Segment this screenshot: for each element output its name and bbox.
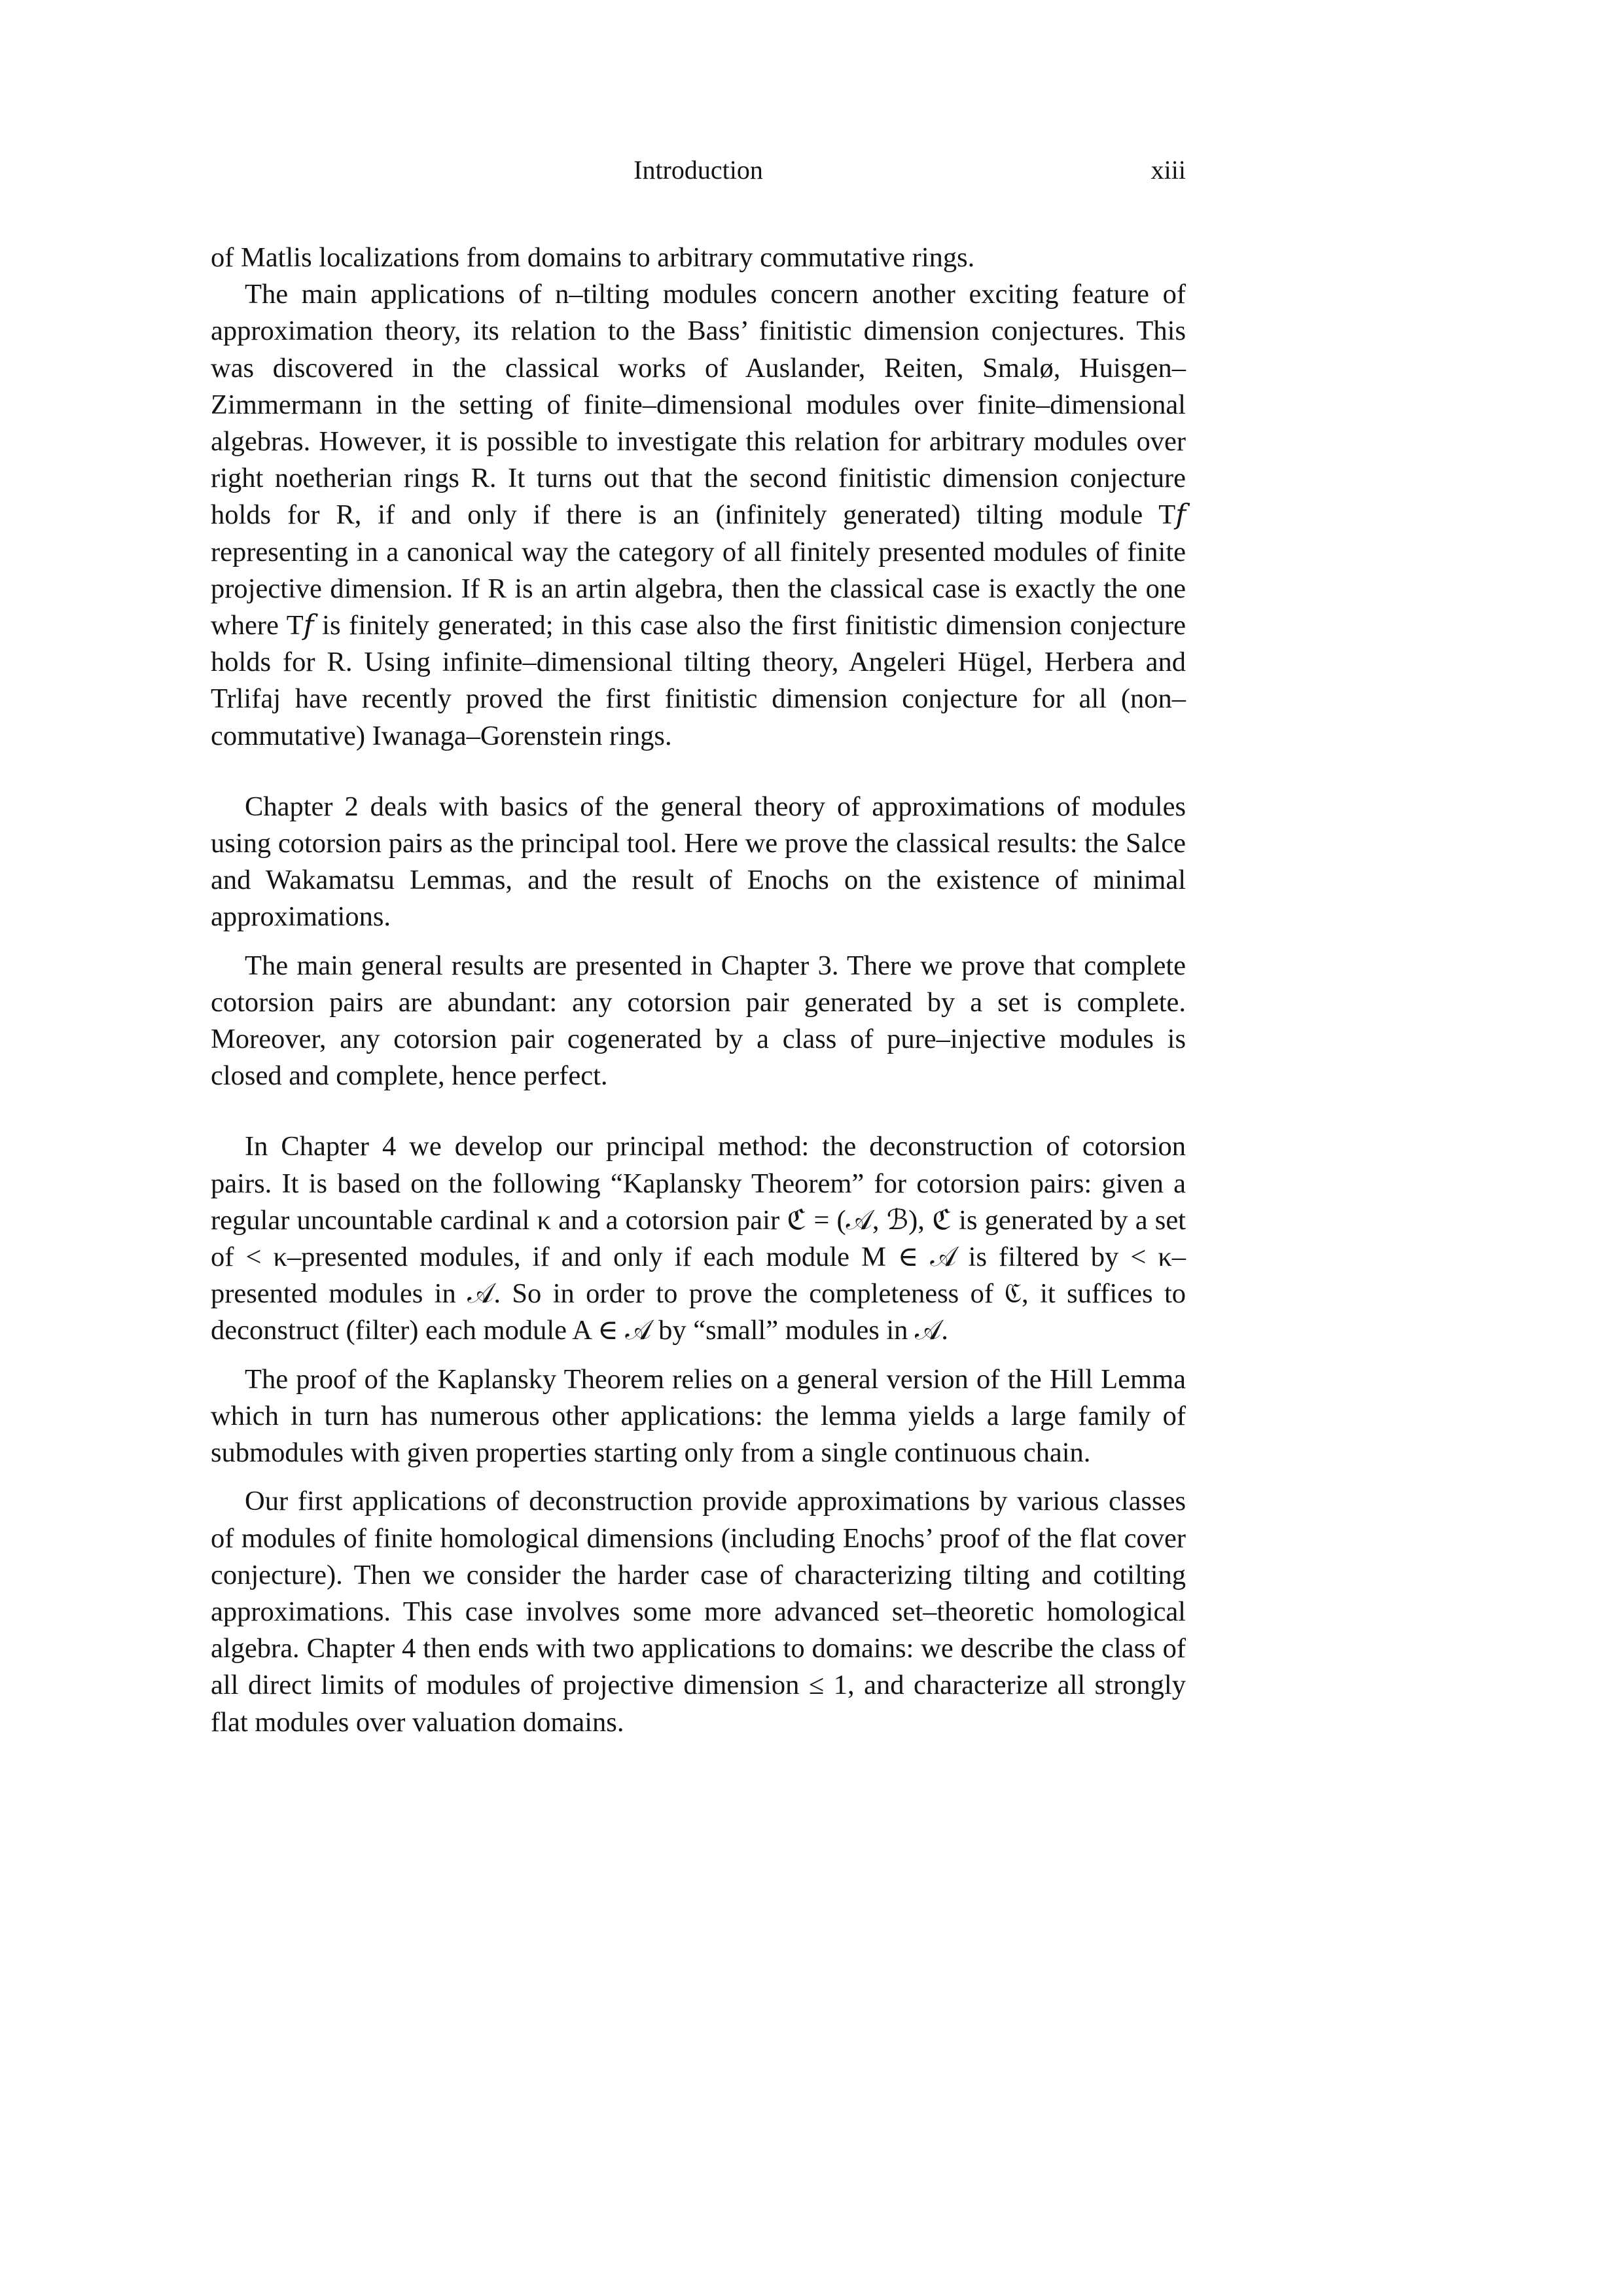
paragraph-continuation: of Matlis localizations from domains to arbitrary commutative rings. [211,242,975,273]
paragraph-applications: Our first applications of deconstruction provide approximations by various classes of modules of finite homological dimensions (including Enochs’ proof of the flat cover conjecture). Then we consider the harder case of characterizing tilting and cotilting approximations. This case involves some more advanced set–theoretic homological algebra. Chapter 4 then ends with two applications to domains: we describe the class of all direct limits of modules of projective dimension ≤ 1, and characterize all strongly flat modules over valuation domains. [211,1486,1186,1738]
page-number: xiii [1150,155,1186,185]
paragraph-chapter-2: Chapter 2 deals with basics of the general theory of approximations of modules using cotorsion pairs as the principal tool. Here we prove the classical results: the Salce and Wakamatsu Lemmas, and the result of Enochs on the existence of minimal approximations. [211,791,1186,933]
body-text [211,240,1186,1741]
running-title: Introduction [633,155,763,185]
paragraph-hill-lemma: The proof of the Kaplansky Theorem relies on a general version of the Hill Lemma which in turn has numerous other applications: the lemma yields a large family of submodules with given properties starting only from a single continuous chain. [211,1363,1186,1469]
paragraph-finitistic-dimension: The main applications of n–tilting modules concern another exciting feature of approximation theory, its relation to the Bass’ finitistic dimension conjectures. This was discovered in the classical works of Auslander, Reiten, Smalø, Huisgen–Zimmermann in the setting of finite–dimensional modules over finite–dimensional algebras. However, it is possible to investigate this relation for arbitrary modules over right noetherian rings R. It turns out that the second finitistic dimension conjecture holds for R, if and only if there is an (infinitely generated) tilting module T𝑓 representing in a canonical way the category of all finitely presented modules of finite projective dimension. If R is an artin algebra, then the classical case is exactly the one where T𝑓 is finitely generated; in this case also the first finitistic dimension conjecture holds for R. Using infinite–dimensional tilting theory, Angeleri Hügel, Herbera and Trlifaj have recently proved the first finitistic dimension conjecture for all (non–commutative) Iwanaga–Gorenstein rings. [211,279,1186,751]
paragraph-chapter-3: The main general results are presented in Chapter 3. There we prove that complete cotorsion pairs are abundant: any cotorsion pair generated by a set is complete. Moreover, any cotorsion pair cogenerated by a class of pure–injective modules is closed and complete, hence perfect. [211,950,1186,1092]
running-header [211,154,1186,194]
paragraph-chapter-4: In Chapter 4 we develop our principal method: the deconstruction of cotorsion pairs. It is based on the following “Kaplansky Theorem” for cotorsion pairs: given a regular uncountable cardinal κ and a cotorsion pair ℭ = (𝒜, ℬ), ℭ is generated by a set of < κ–presented modules, if and only if each module M ∈ 𝒜 is filtered by < κ–presented modules in 𝒜. So in order to prove the completeness of ℭ, it suffices to deconstruct (filter) each module A ∈ 𝒜 by “small” modules in 𝒜. [211,1131,1186,1346]
